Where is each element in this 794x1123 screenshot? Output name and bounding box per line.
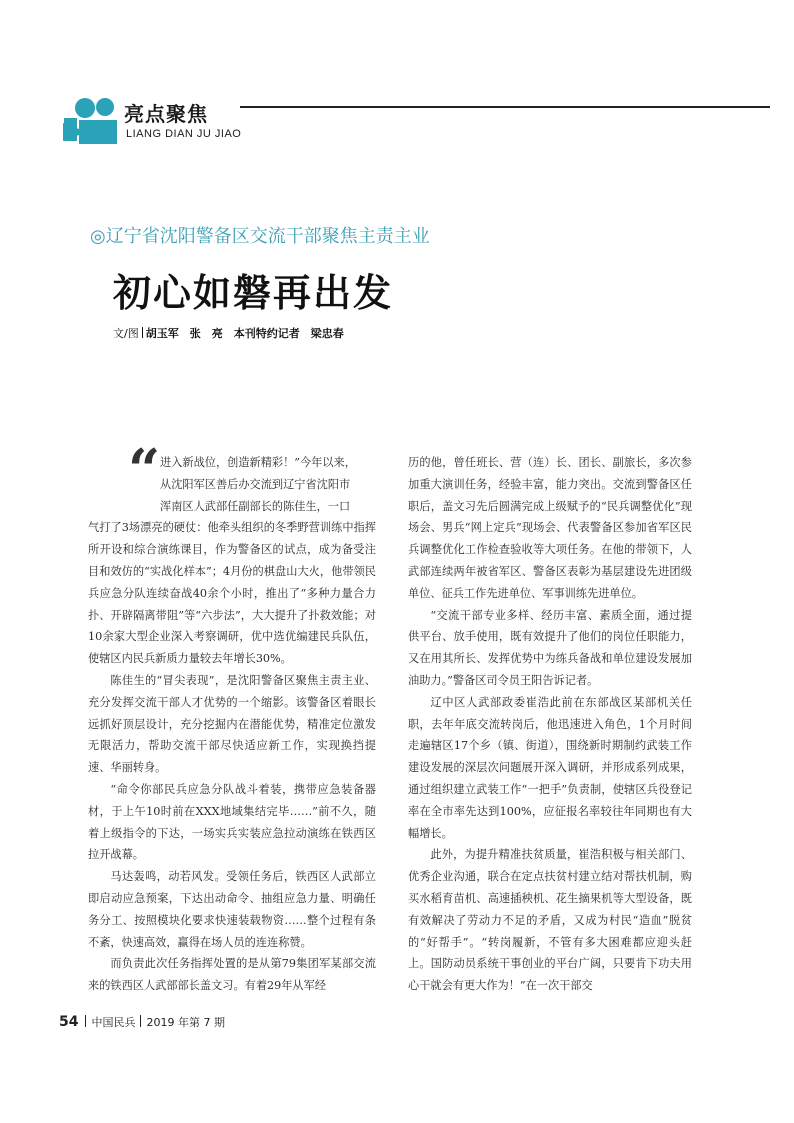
body-column-2 bbox=[408, 452, 692, 997]
intro-line: 浑南区人武部任副部长的陈佳生，一口 bbox=[160, 499, 351, 513]
section-pinyin: LIANG DIAN JU JIAO bbox=[126, 128, 242, 140]
paragraph: 历的他，曾任班长、营（连）长、团长、副旅长，多次参加重大演训任务，经验丰富，能力突出。交流到警备区任职后，盖文习先后圆满完成上级赋予的“民兵调整优化”现场会、男兵“网上定兵”现场会、代表警备区参加省军区民兵调整优化工作检查验收等大项任务。在他的带领下，人武部连续两年被省军区、警备区表彰为基层建设先进团级单位、征兵工作先进单位、军事训练先进单位。 bbox=[408, 456, 692, 600]
footer-separator bbox=[140, 1015, 141, 1027]
paragraph: “交流干部专业多样、经历丰富、素质全面，通过提供平台、放手使用，既有效提升了他们的岗位任职能力，又在用其所长、发挥优势中为练兵备战和单位建设发展加油助力。”警备区司令员王阳告诉记者。 bbox=[408, 608, 692, 687]
article-title: 初心如磐再出发 bbox=[113, 271, 394, 315]
intro-line: 进入新战位，创造新精彩！”今年以来， bbox=[160, 456, 356, 469]
byline-separator bbox=[142, 327, 143, 338]
byline bbox=[113, 325, 344, 341]
footer-separator bbox=[85, 1015, 86, 1027]
paragraph: 辽中区人武部政委崔浩此前在东部战区某部机关任职，去年年底交流转岗后，他迅速进入角色，1个月时间走遍辖区17个乡（镇、街道），围绕新时期制约武装工作建设发展的深层次问题展开深入调研，并形成系列成果，通过组织建立武装工作“一把手”负责制，使辖区兵役登记率在全市率先达到100%，应征报名率较往年同期也有大幅增长。 bbox=[408, 695, 692, 840]
open-quote-mark: “ bbox=[128, 437, 161, 503]
intro-line: 从沈阳军区善后办交流到辽宁省沈阳市 bbox=[160, 477, 351, 491]
paragraph: 此外，为提升精准扶贫质量，崔浩积极与相关部门、优秀企业沟通，联合在定点扶贫村建立结对帮扶机制，购买水稻育苗机、高速插秧机、花生摘果机等大型设备，既有效解决了劳动力不足的矛盾，又成为村民“造血”脱贫的“好帮手”。“转岗履新，不管有多大困难都应迎头赶上。国防动员系统干事创业的平台广阔，只要肯下功夫用心干就会有更大作为！”在一次干部交 bbox=[408, 848, 692, 993]
page-number: 54 bbox=[59, 1014, 79, 1030]
paragraph: “命令你部民兵应急分队战斗着装，携带应急装备器材，于上午10时前在XXX地域集结完毕……”前不久，随着上级指令的下达，一场实兵实装应急拉动演练在铁西区拉开战幕。 bbox=[88, 782, 376, 862]
section-title: 亮点聚焦 bbox=[124, 102, 208, 126]
issue-label: 2019 年第 7 期 bbox=[146, 1016, 225, 1029]
paragraph: 气打了3场漂亮的硬仗：他牵头组织的冬季野营训练中指挥所开设和综合演练课目，作为警备区的试点，成为备受注目和效仿的“实战化样本”；4月份的棋盘山大火，他带领民兵应急分队连续奋战40余个小时，推出了“多种力量合力扑、开辟隔离带阻”等“六步法”，大大提升了扑救效能；对10余家大型企业深入考察调研，优中选优编建民兵队伍，使辖区内民兵新质力量较去年增长30%。 bbox=[88, 521, 376, 666]
paragraph: 而负责此次任务指挥处置的是从第79集团军某部交流来的铁西区人武部部长盖文习。有着29年从军经 bbox=[88, 957, 376, 993]
camera-icon bbox=[63, 96, 119, 146]
page-footer bbox=[59, 1014, 225, 1030]
header-rule bbox=[240, 106, 770, 108]
article-subtitle: ◎辽宁省沈阳警备区交流干部聚焦主责主业 bbox=[90, 226, 430, 247]
byline-names: 胡玉军 张 亮 本刊特约记者 梁忠春 bbox=[145, 327, 344, 340]
paragraph: 陈佳生的“冒尖表现”，是沈阳警备区聚焦主责主业、充分发挥交流干部人才优势的一个缩影。该警备区着眼长远抓好顶层设计，充分挖掘内在潜能优势，精准定位激发无限活力，帮助交流干部尽快适应新工作，实现换挡提速、华丽转身。 bbox=[88, 673, 376, 775]
byline-label: 文/图 bbox=[113, 327, 139, 340]
paragraph: 马达轰鸣，动若风发。受领任务后，铁西区人武部立即启动应急预案，下达出动命令、抽组应急力量、明确任务分工、按照模块化要求快速装载物资……整个过程有条不紊，快速高效，赢得在场人员的连连称赞。 bbox=[88, 870, 376, 949]
body-column-1 bbox=[88, 452, 376, 997]
magazine-name: 中国民兵 bbox=[91, 1016, 136, 1029]
